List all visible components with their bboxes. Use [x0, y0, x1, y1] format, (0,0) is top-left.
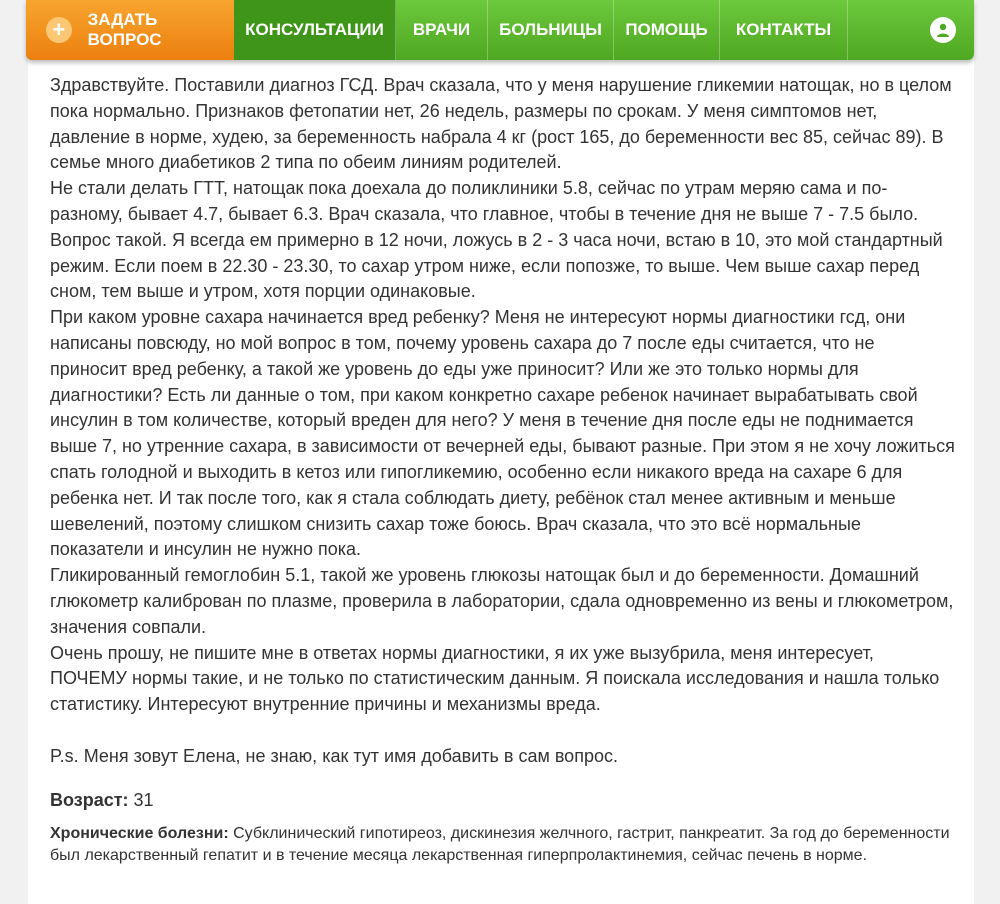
question-postscript: P.s. Меня зовут Елена, не знаю, как тут имя добавить в сам вопрос.	[50, 745, 618, 766]
nav-hospitals[interactable]: БОЛЬНИЦЫ	[488, 0, 614, 60]
nav-contacts[interactable]: КОНТАКТЫ	[720, 0, 848, 60]
question-paragraph: Очень прошу, не пишите мне в ответах нормы диагностики, я их уже вызубрила, меня интересует, ПОЧЕМУ нормы такие, и не только по статистическим данным. Я поискала исследования и нашла только статистику. Интересуют внутренние причины и механизмы вреда.	[50, 642, 940, 715]
chronic-value: Субклинический гипотиреоз, дискинезия желчного, гастрит, панкреатит. За год до беременности был лекарственный гепатит и в течение месяца лекарственная гиперпролактинемия, сейчас печень в норме.	[50, 825, 950, 865]
age-label: Возраст:	[50, 789, 129, 810]
age-value: 31	[133, 789, 154, 810]
ask-question-label: ЗАДАТЬ ВОПРОС	[87, 10, 162, 49]
patient-age	[50, 788, 955, 814]
chronic-diseases	[50, 823, 955, 867]
user-icon	[930, 17, 956, 43]
chronic-label: Хронические болезни:	[50, 825, 229, 843]
question-paragraph: Вопрос такой. Я всегда ем примерно в 12 ночи, ложусь в 2 - 3 часа ночи, встаю в 10, это мой стандартный режим. Если поем в 22.30 - 23.30, то сахар утром ниже, если попозже, то выше. Чем выше сахар перед сном, тем выше и утром, хотя порции одинаковые.	[50, 229, 943, 302]
question-paragraph: Здравствуйте. Поставили диагноз ГСД. Врач сказала, что у меня нарушение гликемии натощак, но в целом пока нормально. Признаков фетопатии нет, 26 недель, размеры по срокам. У меня симптомов нет, давление в норме, худею, за беременность набрала 4 кг (рост 165, до беременности вес 85, сейчас 89). В семье много диабетиков 2 типа по обеим линиям родителей.	[50, 75, 952, 173]
nav-consultations[interactable]: КОНСУЛЬТАЦИИ	[234, 0, 396, 60]
ask-question-button[interactable]	[26, 0, 234, 60]
question-paragraph: При каком уровне сахара начинается вред ребенку? Меня не интересуют нормы диагностики гсд, они написаны повсюду, но мой вопрос в том, почему уровень сахара до 7 после еды считается, что не приносит вред ребенку, а такой же уровень до еды уже приносит? Или же это только нормы для диагностики? Есть ли данные о том, при каком конкретно сахаре ребенок начинает вырабатывать свой инсулин в том количестве, который вреден для него? У меня в течение дня после еды не поднимается выше 7, но утренние сахара, в зависимости от вечерней еды, бывают разные. При этом я не хочу ложиться спать голодной и выходить в кетоз или гипогликемию, особенно если никакого вреда на сахаре 6 для ребенка нет. И так после того, как я стала соблюдать диету, ребёнок стал менее активным и меньше шевелений, поэтому слишком снизить сахар тоже боюсь. Врач сказала, что это всё нормальные показатели и инсулин не нужно пока.	[50, 307, 955, 560]
nav-doctors[interactable]: ВРАЧИ	[396, 0, 488, 60]
question-content	[50, 73, 955, 867]
plus-icon: +	[46, 17, 72, 43]
question-paragraph: Гликированный гемоглобин 5.1, такой же уровень глюкозы натощак был и до беременности. Домашний глюкометр калиброван по плазме, проверила в лаборатории, сдала одновременно из вены и глюкометром, значения совпали.	[50, 565, 954, 637]
question-paragraph: Не стали делать ГТТ, натощак пока доехала до поликлиники 5.8, сейчас по утрам меряю сама и по-разному, бывает 4.7, бывает 6.3. Врач сказала, что главное, чтобы в течение дня не выше 7 - 7.5 было.	[50, 178, 919, 224]
user-account-button[interactable]	[912, 0, 974, 60]
top-navigation	[26, 0, 974, 60]
nav-help[interactable]: ПОМОЩЬ	[614, 0, 720, 60]
